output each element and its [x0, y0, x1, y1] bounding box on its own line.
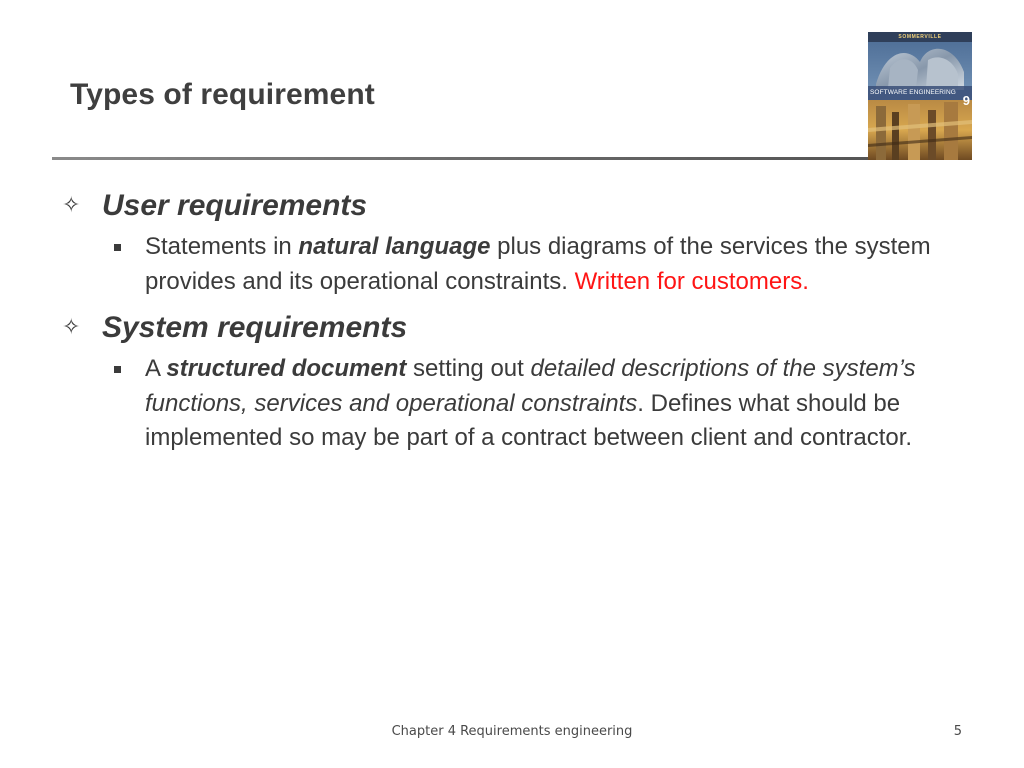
bullet-heading: System requirements — [102, 311, 408, 344]
sub-bullet-text: A — [145, 355, 167, 382]
emphasis-natural-language: natural language — [298, 233, 491, 260]
sub-bullet-system-requirements — [62, 352, 935, 456]
emphasis-detailed-descriptions: detailed descriptions of the system’s functions, services and operational constraints — [145, 355, 916, 417]
slide-body — [62, 184, 982, 463]
square-bullet-icon — [114, 366, 121, 373]
book-cover-author: SOMMERVILLE — [898, 34, 942, 40]
bullet-heading: User requirements — [102, 189, 368, 222]
slide-footer: Chapter 4 Requirements engineering — [391, 724, 633, 739]
sub-bullet-user-requirements — [62, 230, 935, 299]
four-point-star-icon: ✧ — [62, 193, 81, 218]
sub-bullet-text: Statements in — [145, 233, 299, 260]
sub-bullet-text: . Defines what should be implemented so may be part of a contract between client and contractor. — [145, 389, 913, 451]
bullet-user-requirements — [62, 184, 982, 228]
book-cover-illustration — [868, 32, 972, 160]
highlight-written-for-customers: Written for customers. — [574, 267, 809, 295]
four-point-star-icon: ✧ — [62, 315, 81, 340]
title-underline — [52, 157, 872, 160]
book-cover-title: SOFTWARE ENGINEERING — [870, 89, 956, 96]
page-number: 5 — [953, 724, 962, 739]
book-cover-edition: 9 — [962, 93, 970, 108]
emphasis-structured-document: structured document — [166, 355, 407, 382]
square-bullet-icon — [114, 244, 121, 251]
sub-bullet-text: plus diagrams of the services the system provides and its operational constraints. — [145, 233, 931, 295]
book-cover-image — [868, 32, 972, 160]
bullet-system-requirements — [62, 306, 982, 350]
slide-title: Types of requirement — [70, 78, 375, 111]
sub-bullet-text: setting out — [406, 355, 531, 382]
